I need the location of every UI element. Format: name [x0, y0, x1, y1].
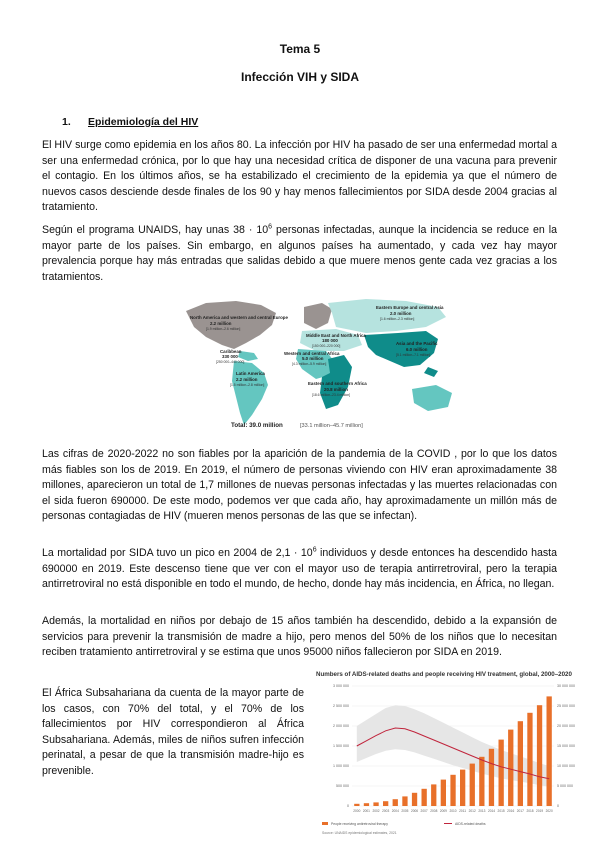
x-axis-tick: 2017: [516, 809, 524, 813]
map-range-asia-pacific: [5.1 million–7.1 million]: [396, 353, 431, 357]
x-axis-tick: 2020: [545, 809, 553, 813]
map-range-east-africa: [18.6 million–23.4 million]: [312, 393, 351, 397]
treatment-bar: [393, 799, 398, 806]
treatment-bar: [383, 801, 388, 806]
chart-title: Numbers of AIDS-related deaths and people receiving HIV treatment, global, 2000–2020: [316, 671, 572, 678]
map-value-mena: 180 000: [322, 338, 338, 343]
treatment-bar: [470, 764, 475, 806]
x-axis-tick: 2011: [459, 809, 467, 813]
treatment-bar: [364, 803, 369, 806]
map-label-asia-pacific: Asia and the Pacific: [396, 341, 438, 346]
map-label-north-america: North America and western and central Europe: [190, 315, 288, 320]
left-axis-tick: 500 000: [336, 784, 349, 789]
treatment-bar: [422, 789, 427, 806]
hiv-world-map: [176, 293, 474, 433]
map-value-asia-pacific: 6.0 million: [406, 347, 428, 352]
treatment-bar: [431, 784, 436, 806]
map-value-latin-america: 2.2 million: [236, 377, 258, 382]
treatment-bar: [527, 713, 532, 806]
chart-source: Source: UNAIDS epidemiological estimates, 2021: [322, 831, 397, 835]
map-label-latin-america: Latin America: [236, 371, 265, 376]
map-total-range: [33.1 million–45.7 million]: [300, 423, 363, 429]
treatment-bar: [518, 721, 523, 806]
x-axis-tick: 2005: [401, 809, 409, 813]
treatment-bar: [479, 757, 484, 806]
map-range-latin-america: [1.5 million–2.8 million]: [230, 383, 265, 387]
map-label-east-africa: Eastern and southern Africa: [308, 381, 367, 386]
left-axis-tick: 2 500 000: [333, 704, 349, 709]
treatment-bar: [547, 696, 552, 806]
x-axis-tick: 2002: [372, 809, 380, 813]
right-axis-tick: 0: [557, 804, 559, 809]
map-value-west-africa: 5.0 million: [302, 356, 324, 361]
paragraph-children: Además, la mortalidad en niños por debajo de 15 años también ha descendido, debido a la expansión de servicios para prevenir la transmisión de madre a hijo, pero menos del 50% de los niños que lo necesitan reciben tratamiento antirretroviral y se estima que unos 95000 niños fallecieron por SIDA en 2019.: [42, 615, 557, 659]
aids-deaths-treatment-chart: [312, 668, 600, 840]
paragraph-mortality: La mortalidad por SIDA tuvo un pico en 2004 de $2,1 \cdot 10^6$ individuos y desde entonces ha descendido hasta 690000 en 2019. Este descenso tiene que ver con el mayor uso de terapia antirretroviral, pero la terapia antirretroviral no está disponible en todo el mundo, de hecho, donde hay más incidencia, en África, no llegan.: [42, 546, 557, 591]
map-value-east-africa: 20.8 million: [324, 387, 348, 392]
map-label-mena: Middle East and North Africa: [306, 333, 366, 338]
x-axis-tick: 2015: [497, 809, 505, 813]
x-axis-tick: 2006: [410, 809, 419, 813]
right-axis-tick: 25 000 000: [557, 704, 575, 709]
paragraph-subsaharan: El África Subsahariana da cuenta de la mayor parte de los casos, con 70% del total, y el 70% de los fallecimientos por HIV correspondieron al África Subsahariana. Además, miles de niños sufren infección perinatal, a pesar de que la transmisión madre-hijo es prevenible.: [42, 687, 304, 777]
section-heading: [62, 116, 198, 128]
legend-swatch-treatment: [322, 822, 328, 825]
right-axis-tick: 5 000 000: [557, 784, 573, 789]
treatment-bar: [402, 796, 407, 806]
section-title: Epidemiología del HIV: [88, 116, 199, 128]
treatment-bar: [373, 802, 378, 806]
map-total-label: Total: 39.0 million: [231, 422, 283, 429]
left-axis-tick: 0: [347, 804, 349, 809]
legend-treatment: People receiving antiretroviral therapy: [331, 822, 388, 826]
section-number: 1.: [62, 116, 71, 128]
left-axis-tick: 2 000 000: [333, 724, 349, 729]
paragraph-unaids: Según el programa UNAIDS, hay unas $38 \cdot 10^6$ personas infectadas, aunque la incidencia se reduce en la mayor parte de los países. Sin embargo, en algunos países ha aumentado, y cada vez hay mayor prevalencia porque hay más entradas que salidas debido a que muere menos gente cada vez gracias a los tratamientos.: [42, 223, 557, 283]
treatment-bar: [460, 770, 465, 806]
x-axis-tick: 2004: [391, 809, 399, 813]
paragraph-intro: El HIV surge como epidemia en los años 80. La infección por HIV ha pasado de ser una enfermedad mortal a ser una enfermedad crónica, por lo que hay una necesidad crítica de disponer de una vacuna para prevenir el contagio. En los últimos años, se ha estabilizado el crecimiento de la epidemia ya que el número de nuevos casos desciende desde finales de los 90 y hay menos fallecimientos por SIDA desde 2004 gracias al tratamiento.: [42, 139, 557, 214]
x-axis-tick: 2008: [430, 809, 438, 813]
left-axis-tick: 3 000 000: [333, 684, 349, 689]
treatment-bar: [508, 730, 513, 806]
treatment-bar: [499, 740, 504, 806]
map-value-north-america: 2.2 million: [210, 321, 232, 326]
right-axis-tick: 30 000 000: [557, 684, 575, 689]
map-label-west-africa: Western and central Africa: [284, 351, 340, 356]
paragraph-figures-2019: Las cifras de 2020-2022 no son fiables por la aparición de la pandemia de la COVID , por lo que los datos más fiables son los de 2019. En 2019, el número de personas viviendo con HIV eran aproximadamente 38 millones, aparecieron un total de 1,7 millones de nuevas personas infectadas y las muertes relacionadas con el sida fueron 690000. De este modo, podemos ver que cada año, hay aproximadamente un millón más de personas contagiadas de HIV (mueren menos personas de las que se infectan).: [42, 448, 557, 523]
treatment-bar: [537, 705, 542, 806]
left-axis-tick: 1 500 000: [333, 744, 349, 749]
x-axis-tick: 2009: [439, 809, 447, 813]
right-axis-tick: 10 000 000: [557, 764, 575, 769]
map-range-west-africa: [4.3 million–5.9 million]: [292, 362, 327, 366]
x-axis-tick: 2001: [362, 809, 370, 813]
left-axis-tick: 1 000 000: [333, 764, 349, 769]
treatment-bar: [354, 804, 359, 806]
treatment-bar: [450, 775, 455, 806]
x-axis-tick: 2013: [478, 809, 486, 813]
x-axis-tick: 2012: [468, 809, 476, 813]
x-axis-tick: 2018: [526, 809, 534, 813]
map-range-caribbean: [250 000–440 000]: [216, 360, 245, 364]
map-value-eastern-europe: 2.0 million: [390, 311, 412, 316]
x-axis-tick: 2014: [487, 809, 496, 813]
topic-title: Infección VIH y SIDA: [240, 70, 360, 84]
treatment-bar: [489, 749, 494, 806]
map-range-eastern-europe: [1.6 million–2.3 million]: [380, 317, 415, 321]
treatment-bar: [412, 793, 417, 806]
treatment-bar: [441, 780, 446, 806]
x-axis-tick: 2016: [507, 809, 515, 813]
map-label-eastern-europe: Eastern Europe and central Asia: [376, 305, 444, 310]
x-axis-tick: 2007: [420, 809, 428, 813]
map-range-north-america: [1.9 million–2.6 million]: [206, 327, 241, 331]
x-axis-tick: 2003: [382, 809, 390, 813]
x-axis-tick: 2010: [449, 809, 457, 813]
legend-deaths: AIDS-related deaths: [455, 822, 486, 826]
right-axis-tick: 20 000 000: [557, 724, 575, 729]
x-axis-tick: 2000: [353, 809, 361, 813]
x-axis-tick: 2019: [536, 809, 544, 813]
right-axis-tick: 15 000 000: [557, 744, 575, 749]
topic-number: Tema 5: [279, 42, 321, 56]
map-range-mena: [150 000–220 000]: [312, 344, 341, 348]
map-label-caribbean: Caribbean: [220, 349, 242, 354]
map-value-caribbean: 330 000: [222, 354, 238, 359]
